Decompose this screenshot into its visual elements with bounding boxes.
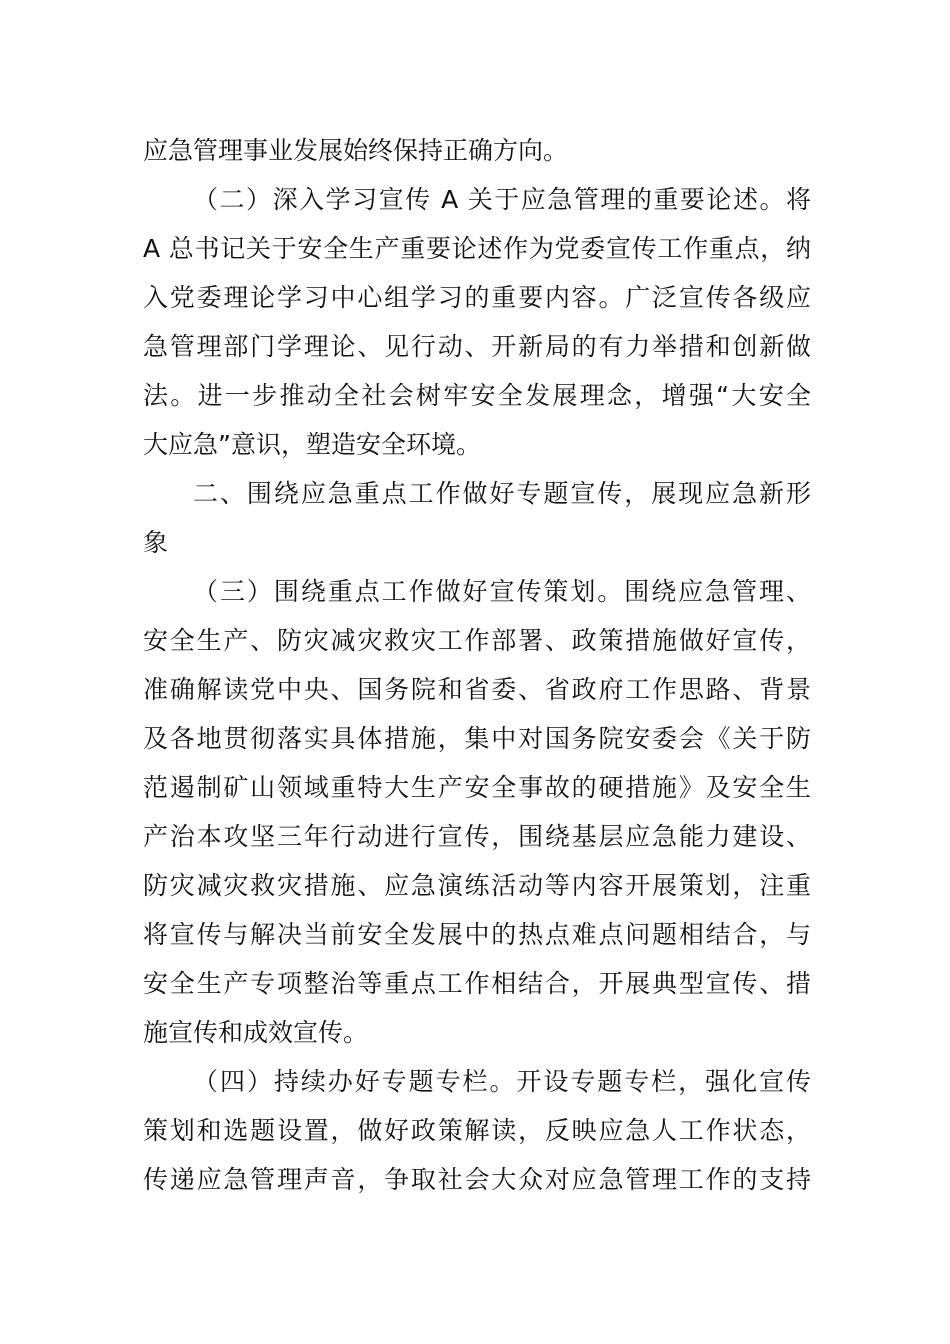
text-line: （二）深入学习宣传 A 关于应急管理的重要论述。将	[193, 185, 811, 214]
text-line: 法。进一步推动全社会树牢安全发展理念，增强“大安全	[143, 381, 811, 410]
text-line: 准确解读党中央、国务院和省委、省政府工作思路、背景	[143, 675, 811, 704]
text-line: 急管理部门学理论、见行动、开新局的有力举措和创新做	[143, 332, 811, 361]
text-line: 将宣传与解决当前安全发展中的热点难点问题相结合，与	[143, 920, 811, 949]
document-body	[143, 126, 811, 1204]
text-line: 传递应急管理声音，争取社会大众对应急管理工作的支持	[143, 1165, 811, 1194]
text-line: 安全生产专项整治等重点工作相结合，开展典型宣传、措	[143, 969, 811, 998]
text-line: （三）围绕重点工作做好宣传策划。围绕应急管理、	[193, 577, 811, 606]
text-line: 安全生产、防灾减灾救灾工作部署、政策措施做好宣传，	[143, 626, 811, 655]
text-line: 产治本攻坚三年行动进行宣传，围绕基层应急能力建设、	[143, 822, 811, 851]
text-line: 策划和选题设置，做好政策解读，反映应急人工作状态，	[143, 1116, 811, 1145]
text-line: 入党委理论学习中心组学习的重要内容。广泛宣传各级应	[143, 283, 811, 312]
text-line: 范遏制矿山领域重特大生产安全事故的硬措施》及安全生	[143, 773, 811, 802]
text-line: 及各地贯彻落实具体措施，集中对国务院安委会《关于防	[143, 724, 811, 753]
text-line: 大应急”意识，塑造安全环境。	[143, 430, 481, 459]
section-heading-line: 象	[143, 528, 169, 557]
text-line: 防灾减灾救灾措施、应急演练活动等内容开展策划，注重	[143, 871, 811, 900]
section-heading-line: 二、围绕应急重点工作做好专题宣传，展现应急新形	[193, 479, 811, 508]
text-line: 施宣传和成效宣传。	[143, 1018, 369, 1047]
text-line: （四）持续办好专题专栏。开设专题专栏，强化宣传	[193, 1067, 811, 1096]
text-line: A 总书记关于安全生产重要论述作为党委宣传工作重点，纳	[143, 234, 811, 263]
text-line: 应急管理事业发展始终保持正确方向。	[143, 136, 569, 165]
